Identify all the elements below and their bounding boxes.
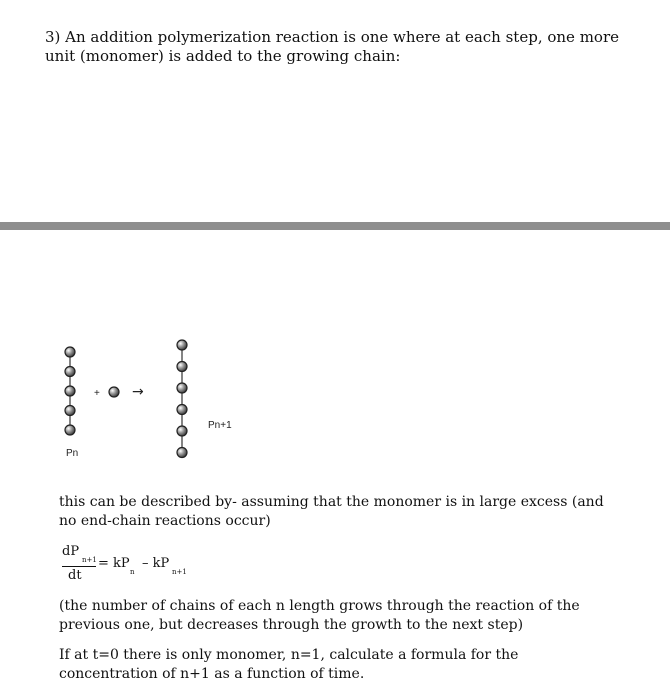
chain-bead xyxy=(177,405,187,415)
chain-bead xyxy=(65,425,75,435)
task-text: If at t=0 there is only monomer, n=1, calculate a formula for the concentration of n+1 as a function of time. xyxy=(59,647,519,682)
chain-bead xyxy=(177,362,187,372)
note-text: (the number of chains of each n length grows through the reaction of the previous one, but decreases through the growth to the next step) xyxy=(59,598,580,633)
rate-equation xyxy=(60,544,260,588)
chain-bead xyxy=(177,426,187,436)
chain-bead xyxy=(177,340,187,350)
reaction-arrow: → xyxy=(132,384,144,400)
eq-minus: – kP xyxy=(142,556,170,571)
eq-rhs-sub2: n+1 xyxy=(172,568,187,576)
chain-bead xyxy=(177,383,187,393)
label-pn: Pn xyxy=(66,448,79,459)
description-text: this can be described by- assuming that the monomer is in large excess (and no end-chain reactions occur) xyxy=(59,494,604,529)
label-pn1: Pn+1 xyxy=(208,420,232,431)
monomer-bead xyxy=(109,387,119,397)
chain-bead xyxy=(65,347,75,357)
chain-bead xyxy=(65,386,75,396)
eq-denominator: dt xyxy=(68,568,82,583)
plus-sign: + xyxy=(94,388,100,399)
eq-rhs-sub1: n xyxy=(130,568,135,576)
chain-bead xyxy=(177,448,187,458)
chain-bead xyxy=(65,406,75,416)
eq-numerator-sub: n+1 xyxy=(82,556,97,564)
eq-rhs: = kP xyxy=(98,556,130,571)
chain-bead xyxy=(65,367,75,377)
question-text: 3) An addition polymerization reaction is one where at each step, one more unit (monomer) is added to the growing chain: xyxy=(45,28,619,65)
eq-numerator: dP xyxy=(62,544,80,559)
fraction-bar xyxy=(62,566,96,567)
chain-pn xyxy=(65,347,75,435)
chain-pn1 xyxy=(177,340,187,458)
